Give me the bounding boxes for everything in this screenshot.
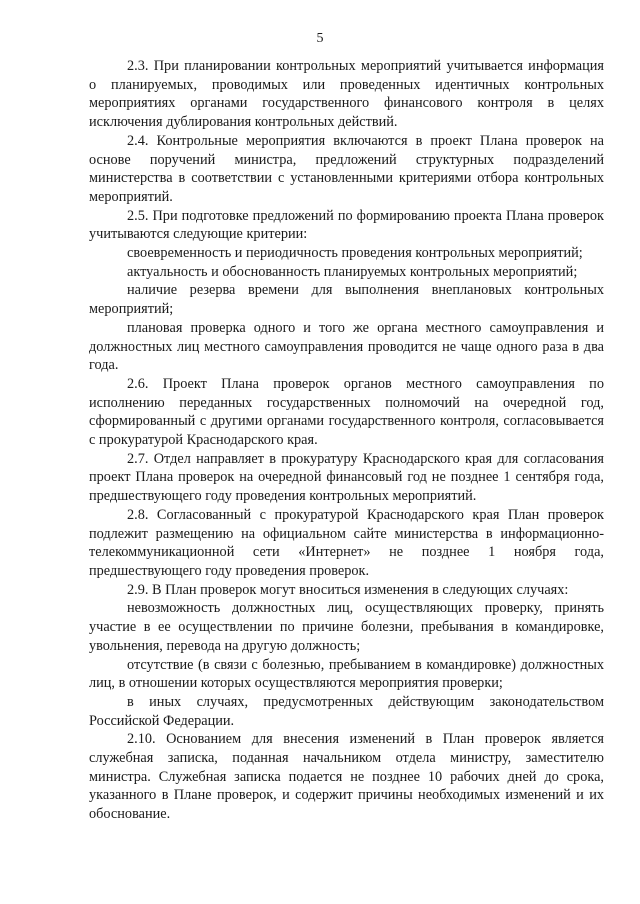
paragraph-2-10: 2.10. Основанием для внесения изменений в План проверок является служебная записка, поданная начальником отдела министру, заместителю министра. Служебная записка подается не позднее 10 рабочих дней до срока, указанного в Плане проверок, и содержит причины необходимых изменений и их обоснование. <box>89 731 604 823</box>
case-officials-absent: отсутствие (в связи с болезнью, пребыванием в командировке) должностных лиц, в отношении которых осуществляются мероприятия проверки; <box>89 656 604 692</box>
paragraph-2-7: 2.7. Отдел направляет в прокуратуру Краснодарского края для согласования проект Плана проверок на очередной финансовый год не позднее 1 сентября года, предшествующего году проведения контрольных мероприятий. <box>89 450 604 505</box>
criterion-timeliness: своевременность и периодичность проведения контрольных мероприятий; <box>127 245 583 262</box>
document-body <box>89 57 604 824</box>
paragraph-2-3: 2.3. При планировании контрольных мероприятий учитывается информация о планируемых, проводимых или проведенных идентичных контрольных мероприятиях органами государственного финансового контроля в целях исключения дублирования контрольных действий. <box>89 58 604 131</box>
paragraph-2-6: 2.6. Проект Плана проверок органов местного самоуправления по исполнению переданных государственных полномочий на очередной год, сформированный с другими органами государственного контроля, согласовывается с прокуратурой Краснодарского края. <box>89 375 604 449</box>
case-other-legislation: в иных случаях, предусмотренных действующим законодательством Российской Федерации. <box>89 693 604 729</box>
paragraph-2-9: 2.9. В План проверок могут вноситься изменения в следующих случаях: <box>127 581 569 598</box>
paragraph-2-4: 2.4. Контрольные мероприятия включаются в проект Плана проверок на основе поручений министра, предложений структурных подразделений министерства в соответствии с установленными критериями отбора контрольных мероприятий. <box>89 132 604 205</box>
criterion-relevance: актуальность и обоснованность планируемых контрольных мероприятий; <box>127 263 578 280</box>
criterion-time-reserve: наличие резерва времени для выполнения внеплановых контрольных мероприятий; <box>89 282 604 318</box>
criterion-frequency: плановая проверка одного и того же органа местного самоуправления и должностных лиц местного самоуправления проводится не чаще одного раза в два года. <box>89 319 604 374</box>
case-inspector-unavailable: невозможность должностных лиц, осуществляющих проверку, принять участие в ее осуществлении по причине болезни, пребывания в командировке, увольнения, перевода на другую должность; <box>89 600 604 654</box>
page-number: 5 <box>316 31 324 46</box>
paragraph-2-5: 2.5. При подготовке предложений по формированию проекта Плана проверок учитываются следующие критерии: <box>89 207 604 243</box>
paragraph-2-8: 2.8. Согласованный с прокуратурой Краснодарского края План проверок подлежит размещению на официальном сайте министерства в информационно-телекоммуникационной сети «Интернет» не позднее 1 ноября года, предшествующего году проведения проверок. <box>89 506 604 579</box>
